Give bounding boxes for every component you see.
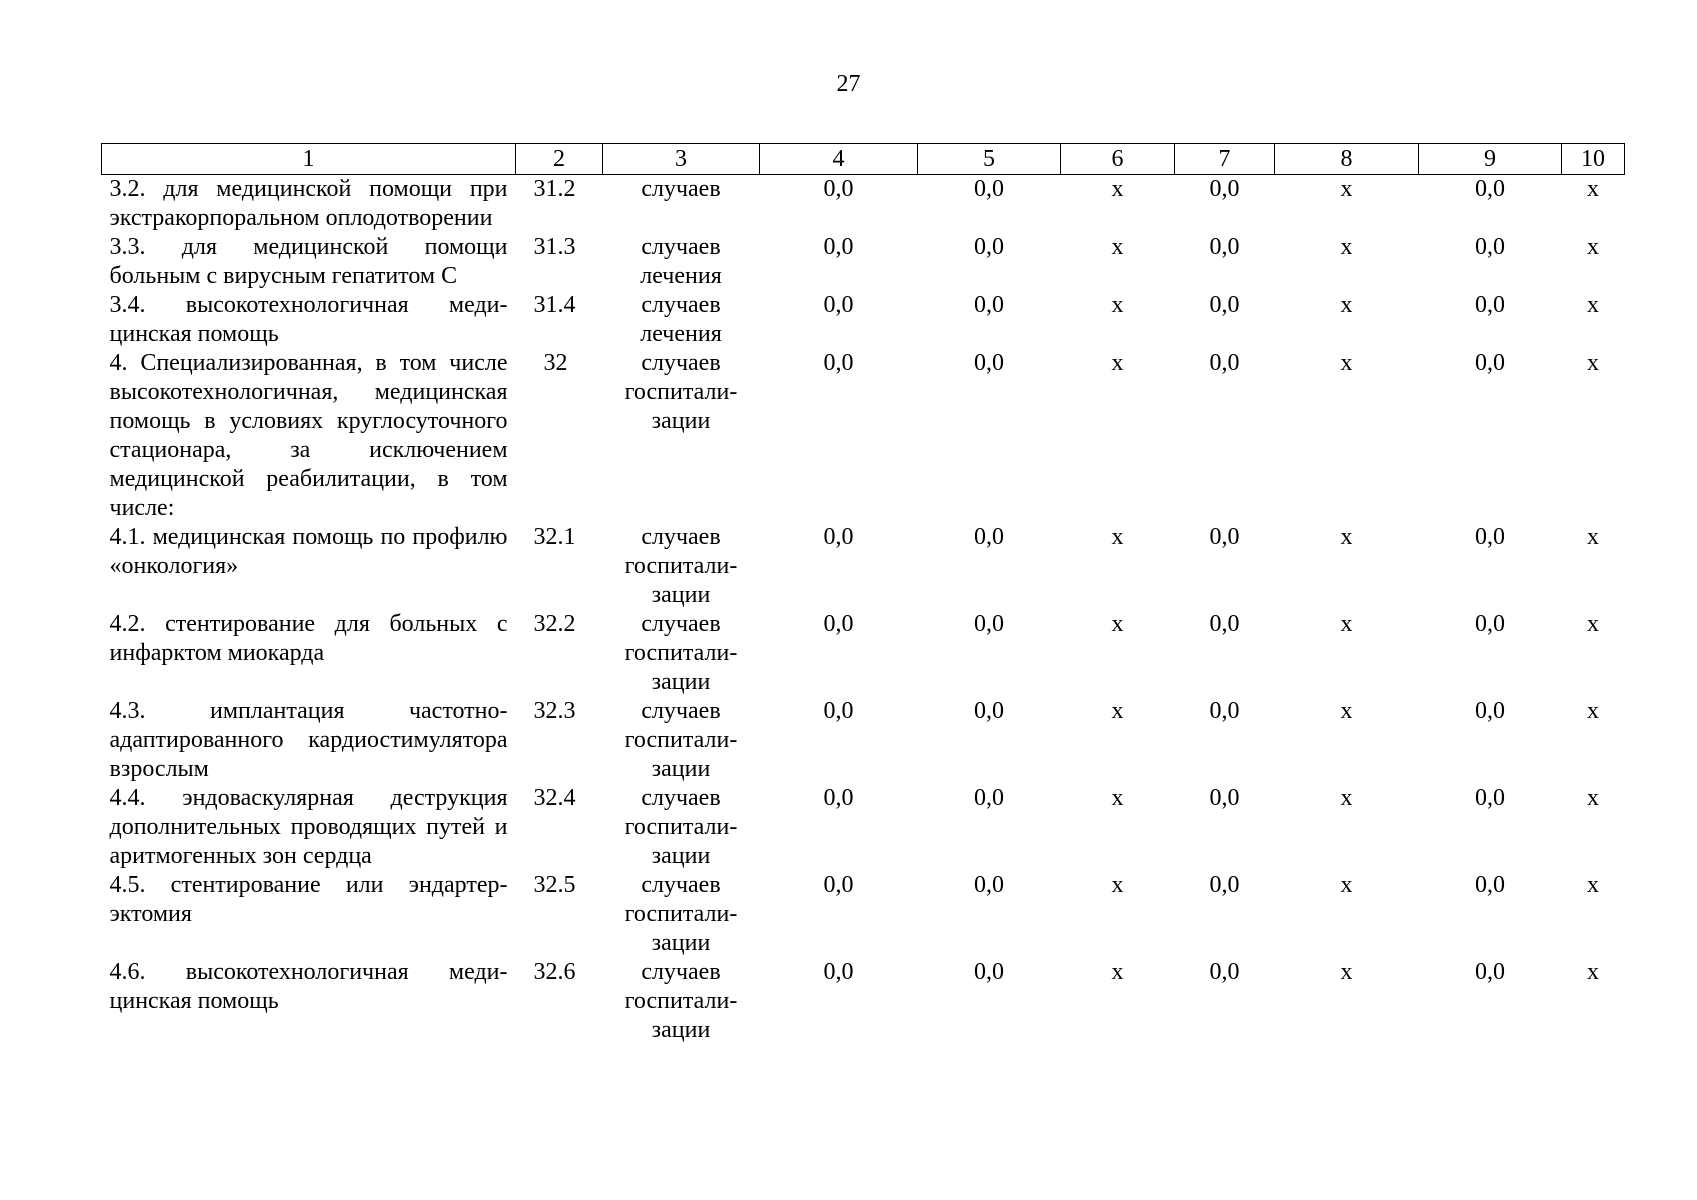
- header-cell-2: 2: [516, 144, 603, 175]
- table-row: [102, 871, 1625, 958]
- row-col-7: 0,0: [1209, 959, 1240, 985]
- row-unit: случаев госпитализации: [624, 698, 738, 782]
- header-cell-10: 10: [1562, 144, 1625, 175]
- row-name: 4.4. эндоваскулярная деструкция дополнительных проводящих путей и аритмогенных зон сердца: [109, 785, 508, 869]
- header-cell-9: 9: [1419, 144, 1562, 175]
- row-col-6: х: [1111, 176, 1124, 202]
- row-col-6: х: [1111, 611, 1124, 637]
- data-table: [101, 143, 1625, 1045]
- row-col-5: 0,0: [974, 611, 1004, 637]
- row-col-10: х: [1587, 698, 1599, 724]
- page-number: 27: [836, 71, 861, 97]
- row-unit: случаев госпитализации: [624, 524, 738, 608]
- row-col-7: 0,0: [1209, 176, 1240, 202]
- row-col-5: 0,0: [974, 785, 1004, 811]
- row-code: 31.4: [533, 292, 576, 318]
- row-col-9: 0,0: [1475, 611, 1505, 637]
- row-name: 3.4. высокотехнологичная медицинская помощь: [109, 292, 508, 347]
- row-col-8: х: [1340, 292, 1353, 318]
- row-col-7: 0,0: [1209, 524, 1240, 550]
- row-code: 31.3: [533, 234, 576, 260]
- row-code: 32.5: [533, 872, 576, 898]
- row-name: 3.2. для медицинской помощи при экстракорпоральном оплодотворении: [109, 176, 508, 231]
- table-row: [102, 233, 1625, 291]
- row-name: 4.5. стентирование или эндартерэктомия: [109, 872, 508, 927]
- row-col-8: х: [1340, 785, 1353, 811]
- table-row: [102, 610, 1625, 697]
- row-code: 32.2: [533, 611, 576, 637]
- row-unit: случаев лечения: [640, 292, 722, 347]
- row-col-10: х: [1587, 176, 1599, 202]
- header-cell-6: 6: [1061, 144, 1175, 175]
- row-col-6: х: [1111, 292, 1124, 318]
- row-col-7: 0,0: [1209, 611, 1240, 637]
- row-col-6: х: [1111, 872, 1124, 898]
- table-row: [102, 291, 1625, 349]
- row-col-6: х: [1111, 350, 1124, 376]
- row-col-5: 0,0: [974, 524, 1004, 550]
- row-unit: случаев госпитализации: [624, 611, 738, 695]
- header-cell-5: 5: [918, 144, 1061, 175]
- row-unit: случаев госпитализации: [624, 872, 738, 956]
- row-name: 4.6. высокотехнологичная медицинская помощь: [109, 959, 508, 1014]
- row-col-5: 0,0: [974, 234, 1004, 260]
- row-col-5: 0,0: [974, 959, 1004, 985]
- row-col-7: 0,0: [1209, 292, 1240, 318]
- row-code: 32: [543, 350, 568, 376]
- row-unit: случаев госпитализации: [624, 350, 738, 434]
- row-col-4: 0,0: [823, 959, 854, 985]
- row-col-9: 0,0: [1475, 872, 1505, 898]
- row-col-10: х: [1587, 872, 1599, 898]
- row-col-9: 0,0: [1475, 524, 1505, 550]
- row-unit: случаев лечения: [640, 234, 722, 289]
- row-col-4: 0,0: [823, 292, 854, 318]
- row-col-6: х: [1111, 698, 1124, 724]
- row-col-9: 0,0: [1475, 176, 1505, 202]
- row-col-6: х: [1111, 524, 1124, 550]
- row-col-8: х: [1340, 611, 1353, 637]
- row-name: 3.3. для медицинской помощи больным с вирусным гепатитом С: [109, 234, 508, 289]
- row-name: 4.1. медицинская помощь по профилю «онкология»: [109, 524, 508, 579]
- row-col-7: 0,0: [1209, 234, 1240, 260]
- row-unit: случаев госпитализации: [624, 785, 738, 869]
- table-row: [102, 958, 1625, 1045]
- row-code: 32.4: [533, 785, 576, 811]
- row-col-10: х: [1587, 292, 1599, 318]
- table-row: [102, 784, 1625, 871]
- row-col-10: х: [1587, 785, 1599, 811]
- row-col-5: 0,0: [974, 872, 1004, 898]
- row-unit: случаев госпитализации: [624, 959, 738, 1043]
- row-col-7: 0,0: [1209, 350, 1240, 376]
- row-col-10: х: [1587, 611, 1599, 637]
- row-col-7: 0,0: [1209, 698, 1240, 724]
- table-row: [102, 175, 1625, 234]
- row-col-4: 0,0: [823, 524, 854, 550]
- row-name: 4.3. имплантация частотно-адаптированного кардиостимулятора взрослым: [109, 698, 508, 782]
- row-col-5: 0,0: [974, 292, 1004, 318]
- row-col-7: 0,0: [1209, 785, 1240, 811]
- row-col-4: 0,0: [823, 698, 854, 724]
- row-col-10: х: [1587, 234, 1599, 260]
- row-code: 32.6: [533, 959, 576, 985]
- table-body: [102, 175, 1625, 1046]
- row-col-5: 0,0: [974, 350, 1004, 376]
- table-header: [102, 144, 1625, 175]
- row-col-10: х: [1587, 959, 1599, 985]
- row-unit: случаев: [641, 176, 721, 202]
- row-col-4: 0,0: [823, 234, 854, 260]
- row-col-9: 0,0: [1475, 234, 1505, 260]
- row-col-8: х: [1340, 234, 1353, 260]
- row-col-4: 0,0: [823, 872, 854, 898]
- header-cell-4: 4: [760, 144, 918, 175]
- header-cell-1: 1: [102, 144, 516, 175]
- row-col-6: х: [1111, 234, 1124, 260]
- row-col-10: х: [1587, 350, 1599, 376]
- row-col-6: х: [1111, 959, 1124, 985]
- row-name: 4. Специализированная, в том числе высокотехнологичная, медицинская помощь в условиях круглосуточного стационара, за исключением медицинской реабилитации, в том числе:: [109, 350, 508, 521]
- row-col-4: 0,0: [823, 176, 854, 202]
- row-name: 4.2. стентирование для больных с инфарктом миокарда: [109, 611, 508, 666]
- row-code: 31.2: [533, 176, 576, 202]
- row-col-4: 0,0: [823, 611, 854, 637]
- row-col-9: 0,0: [1475, 350, 1505, 376]
- row-col-10: х: [1587, 524, 1599, 550]
- header-cell-3: 3: [603, 144, 760, 175]
- row-col-8: х: [1340, 176, 1353, 202]
- table-row: [102, 523, 1625, 610]
- row-code: 32.1: [533, 524, 576, 550]
- row-col-8: х: [1340, 959, 1353, 985]
- row-col-8: х: [1340, 698, 1353, 724]
- row-col-8: х: [1340, 872, 1353, 898]
- row-col-5: 0,0: [974, 698, 1004, 724]
- row-col-4: 0,0: [823, 350, 854, 376]
- table-row: [102, 697, 1625, 784]
- row-col-5: 0,0: [974, 176, 1004, 202]
- header-row: [102, 144, 1625, 175]
- row-col-7: 0,0: [1209, 872, 1240, 898]
- row-col-9: 0,0: [1475, 785, 1505, 811]
- row-code: 32.3: [533, 698, 576, 724]
- row-col-8: х: [1340, 350, 1353, 376]
- header-cell-8: 8: [1275, 144, 1419, 175]
- table-row: [102, 349, 1625, 523]
- row-col-9: 0,0: [1475, 698, 1505, 724]
- row-col-6: х: [1111, 785, 1124, 811]
- header-cell-7: 7: [1175, 144, 1275, 175]
- row-col-4: 0,0: [823, 785, 854, 811]
- row-col-9: 0,0: [1475, 959, 1505, 985]
- row-col-8: х: [1340, 524, 1353, 550]
- row-col-9: 0,0: [1475, 292, 1505, 318]
